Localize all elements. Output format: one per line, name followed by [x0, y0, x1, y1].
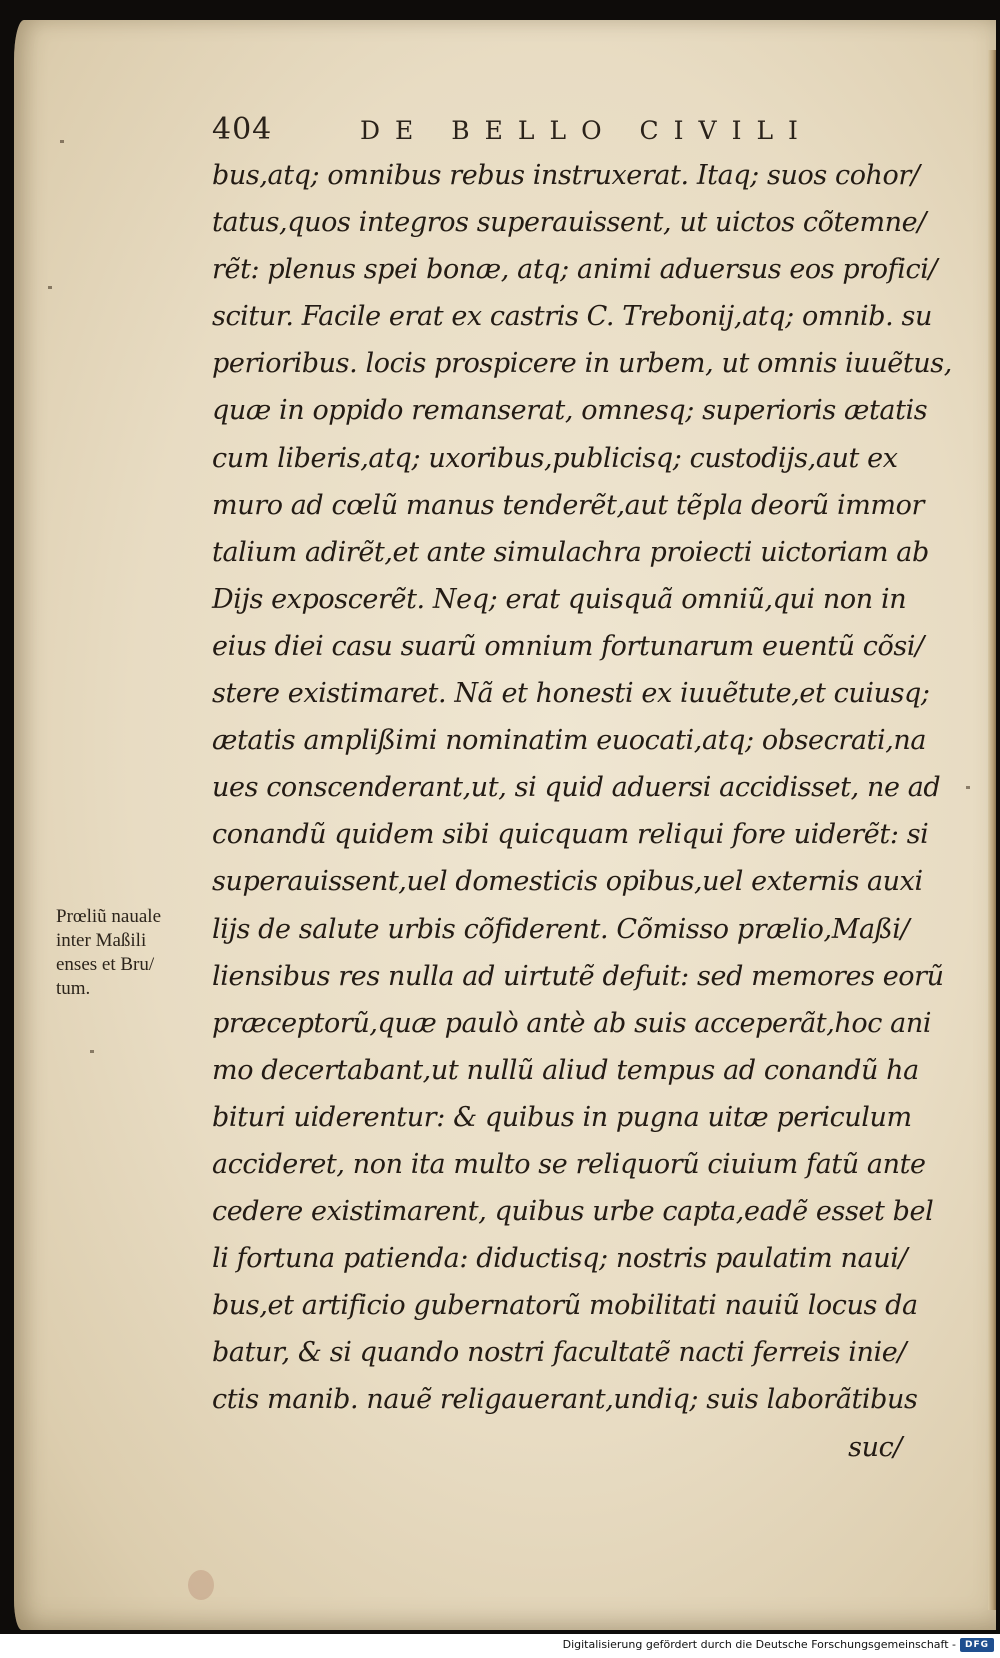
text-line: muro ad cœlũ manus tenderẽt,aut tẽpla deorũ immor — [212, 489, 924, 521]
text-line: bus,atq; omnibus rebus instruxerat. Itaq; suos cohor/ — [212, 160, 920, 191]
running-head — [212, 104, 852, 154]
paper-speck — [60, 140, 64, 143]
text-line: stere existimaret. Nã et honesti ex iuuẽtute,et cuiusq; — [212, 678, 930, 710]
footer-bar — [0, 1634, 1000, 1658]
catchword: suc/ — [848, 1431, 902, 1463]
text-line: eius diei casu suarũ omnium fortunarum euentũ cõsi/ — [212, 630, 924, 662]
dfg-logo-text: DFG — [964, 1640, 989, 1650]
text-line: cum liberis,atq; uxoribus,publicisq; custodijs,aut ex — [212, 442, 898, 474]
text-line: ues conscenderant,ut, si quid aduersi accidisset, ne ad — [212, 772, 941, 804]
paper-speck — [966, 786, 970, 789]
text-line: perioribus. locis prospicere in urbem, ut omnis iuuẽtus, — [212, 348, 952, 380]
text-line: accideret, non ita multo se reliquorũ ciuium fatũ ante — [212, 1148, 926, 1180]
text-line: scitur. Facile erat ex castris C. Trebonij,atq; omnib. su — [212, 301, 932, 333]
text-line: lijs de salute urbis cõfiderent. Cõmisso prælio,Maßi/ — [212, 913, 910, 945]
margin-note-line: Prœliũ nauale — [56, 906, 162, 927]
text-line: tatus,quos integros superauissent, ut uictos cõtemne/ — [212, 207, 926, 239]
text-line: Dijs exposcerẽt. Neq; erat quisquã omniũ,qui non in — [212, 583, 907, 615]
funding-credit: Digitalisierung gefördert durch die Deutsche Forschungsgemeinschaft - — [562, 1638, 956, 1651]
text-line: mo decertabant,ut nullũ aliud tempus ad conandũ ha — [212, 1054, 919, 1086]
dfg-logo — [960, 1638, 994, 1652]
running-title: DE BELLO CIVILI — [360, 116, 813, 145]
text-line: superauissent,uel domesticis opibus,uel externis auxi — [212, 866, 923, 898]
margin-note-line: enses et Bru/ — [56, 954, 155, 975]
text-line: bus,et artificio gubernatorũ mobilitati nauiũ locus da — [212, 1290, 918, 1322]
page-number: 404 — [212, 112, 273, 147]
margin-note-line: inter Maßili — [56, 930, 147, 951]
text-line: talium adirẽt,et ante simulachra proiecti uictoriam ab — [212, 536, 929, 568]
margin-note-line: tum. — [56, 978, 91, 999]
text-line: bituri uiderentur: & quibus in pugna uitæ periculum — [212, 1101, 912, 1133]
text-line: rẽt: plenus spei bonæ, atq; animi aduersus eos profici/ — [212, 254, 938, 286]
paper-speck — [90, 1050, 94, 1053]
text-line: præceptorũ,quæ paulò antè ab suis acceperãt,hoc ani — [212, 1007, 932, 1039]
paper-stain — [188, 1570, 214, 1600]
text-line: ctis manib. nauẽ religauerant,undiq; suis laborãtibus — [212, 1384, 918, 1416]
text-line: quæ in oppido remanserat, omnesq; superioris ætatis — [212, 395, 928, 427]
margin-note — [56, 905, 216, 1001]
text-line: li fortuna patienda: diductisq; nostris paulatim naui/ — [212, 1243, 908, 1275]
text-line: conandũ quidem sibi quicquam reliqui fore uiderẽt: si — [212, 819, 929, 851]
text-line: liensibus res nulla ad uirtutẽ defuit: sed memores eorũ — [212, 960, 944, 992]
text-line: ætatis amplißimi nominatim euocati,atq; obsecrati,na — [212, 725, 927, 757]
text-line: cedere existimarent, quibus urbe capta,eadẽ esset bel — [212, 1196, 934, 1228]
paper-speck — [48, 286, 52, 289]
page-edge — [988, 50, 996, 1610]
text-line: batur, & si quando nostri facultatẽ nacti ferreis inie/ — [212, 1337, 907, 1369]
body-text — [212, 152, 952, 1471]
